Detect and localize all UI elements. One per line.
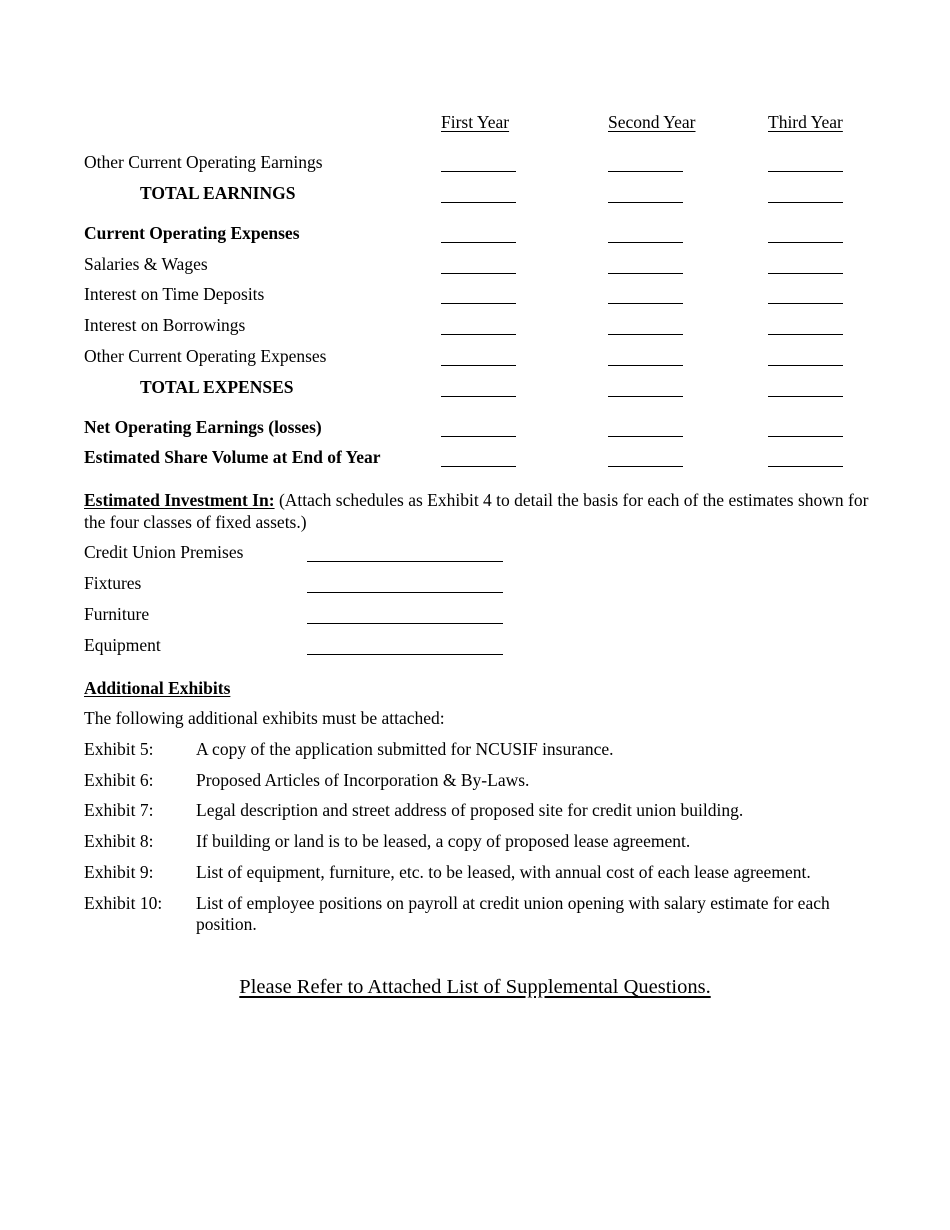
blank-field[interactable]	[768, 365, 843, 366]
blank-field[interactable]	[441, 202, 516, 203]
investment-heading: Estimated Investment In:	[84, 490, 275, 510]
row-label-other-expenses: Other Current Operating Expenses	[84, 346, 327, 366]
investment-label-furniture: Furniture	[84, 604, 150, 624]
blank-field[interactable]	[608, 171, 683, 172]
exhibit-text: List of equipment, furniture, etc. to be leased, with annual cost of each lease agreement.	[196, 862, 811, 882]
exhibit-label: Exhibit 6:	[84, 770, 154, 790]
blank-field[interactable]	[768, 436, 843, 437]
row-label-total-earnings: TOTAL EARNINGS	[140, 183, 296, 203]
blank-field[interactable]	[608, 242, 683, 243]
blank-field[interactable]	[768, 273, 843, 274]
row-label-interest-deposits: Interest on Time Deposits	[84, 284, 265, 304]
blank-field[interactable]	[441, 436, 516, 437]
investment-label-equipment: Equipment	[84, 635, 161, 655]
blank-field[interactable]	[768, 396, 843, 397]
blank-field[interactable]	[441, 303, 516, 304]
row-label-total-expenses: TOTAL EXPENSES	[140, 377, 294, 397]
blank-field[interactable]	[441, 365, 516, 366]
investment-note: (Attach schedules as Exhibit 4 to detail the basis for each of the estimates shown for the four classes of fixed assets.)	[84, 490, 869, 532]
exhibit-label: Exhibit 9:	[84, 862, 154, 882]
blank-field[interactable]	[608, 303, 683, 304]
row-label-share-volume: Estimated Share Volume at End of Year	[84, 447, 381, 467]
row-label-current-expenses: Current Operating Expenses	[84, 223, 300, 243]
investment-paragraph	[84, 489, 874, 533]
blank-field[interactable]	[768, 466, 843, 467]
row-label-salaries: Salaries & Wages	[84, 254, 208, 274]
blank-field[interactable]	[608, 334, 683, 335]
investment-label-premises: Credit Union Premises	[84, 542, 244, 562]
exhibit-label: Exhibit 5:	[84, 739, 154, 759]
blank-field[interactable]	[768, 171, 843, 172]
row-label-interest-borrowings: Interest on Borrowings	[84, 315, 246, 335]
exhibit-text: If building or land is to be leased, a copy of proposed lease agreement.	[196, 831, 691, 851]
blank-field[interactable]	[608, 466, 683, 467]
blank-field[interactable]	[608, 273, 683, 274]
exhibits-intro: The following additional exhibits must be attached:	[84, 708, 445, 728]
exhibit-label: Exhibit 10:	[84, 893, 163, 913]
column-header-second-year: Second Year	[608, 112, 696, 132]
blank-field[interactable]	[768, 202, 843, 203]
blank-field[interactable]	[608, 436, 683, 437]
blank-field[interactable]	[441, 466, 516, 467]
blank-field[interactable]	[441, 396, 516, 397]
row-label-net-earnings: Net Operating Earnings (losses)	[84, 417, 322, 437]
blank-field[interactable]	[768, 303, 843, 304]
blank-field[interactable]	[608, 202, 683, 203]
exhibit-text: List of employee positions on payroll at credit union opening with salary estimate for each position.	[196, 893, 830, 934]
blank-field[interactable]	[441, 171, 516, 172]
column-header-third-year: Third Year	[768, 112, 843, 132]
investment-blank-fixtures[interactable]	[307, 592, 503, 593]
investment-label-fixtures: Fixtures	[84, 573, 142, 593]
exhibit-text: A copy of the application submitted for NCUSIF insurance.	[196, 739, 614, 759]
exhibit-text: Legal description and street address of proposed site for credit union building.	[196, 800, 744, 820]
row-label-other-earnings: Other Current Operating Earnings	[84, 152, 323, 172]
blank-field[interactable]	[608, 365, 683, 366]
exhibit-label: Exhibit 7:	[84, 800, 154, 820]
blank-field[interactable]	[768, 242, 843, 243]
blank-field[interactable]	[441, 334, 516, 335]
investment-blank-premises[interactable]	[307, 561, 503, 562]
exhibits-heading: Additional Exhibits	[84, 678, 231, 698]
blank-field[interactable]	[608, 396, 683, 397]
investment-blank-furniture[interactable]	[307, 623, 503, 624]
blank-field[interactable]	[441, 242, 516, 243]
column-header-first-year: First Year	[441, 112, 510, 132]
blank-field[interactable]	[768, 334, 843, 335]
exhibit-label: Exhibit 8:	[84, 831, 154, 851]
blank-field[interactable]	[441, 273, 516, 274]
investment-blank-equipment[interactable]	[307, 654, 503, 655]
supplemental-questions-note: Please Refer to Attached List of Supplemental Questions.	[239, 976, 711, 998]
exhibit-text: Proposed Articles of Incorporation & By-Laws.	[196, 770, 530, 790]
